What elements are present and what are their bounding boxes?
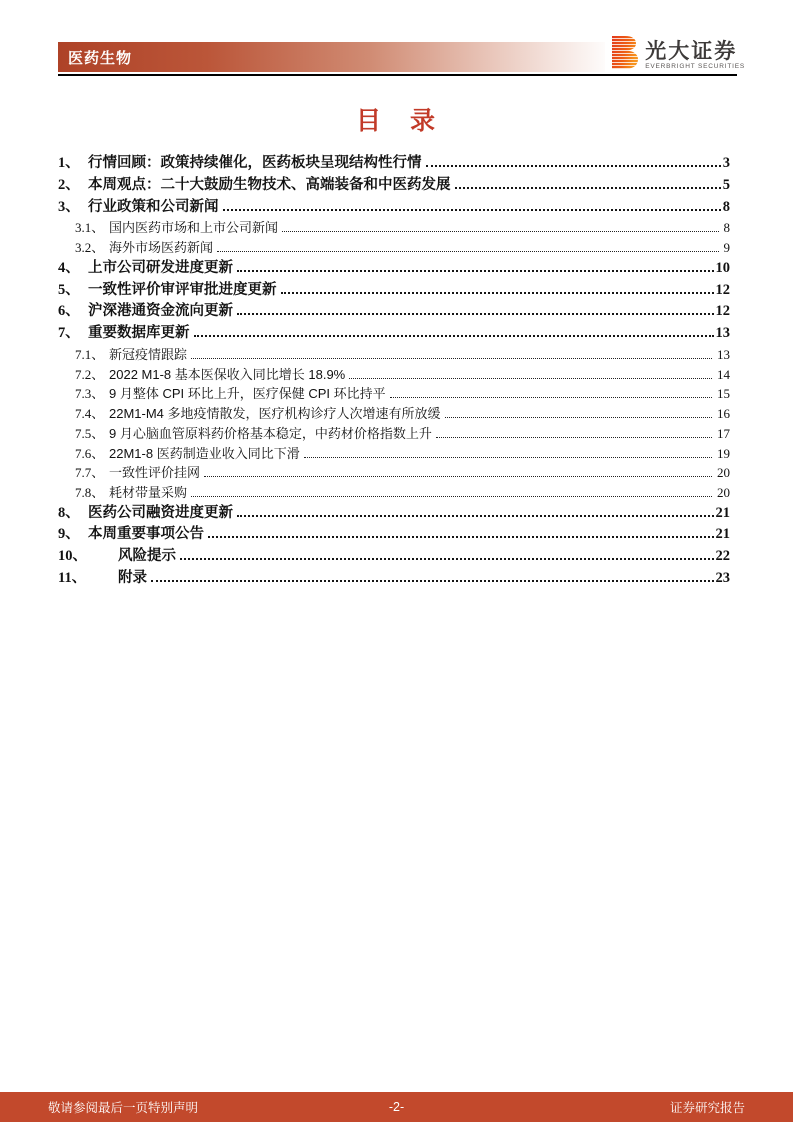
brand-name-cn: 光大证券	[645, 39, 738, 63]
toc-entry-page: 3	[722, 155, 730, 171]
toc-entry[interactable]	[58, 238, 730, 258]
dotted-leader	[204, 476, 712, 477]
toc-entry-title: 本周观点：二十大鼓励生物技术、高端装备和中医药发展	[88, 176, 451, 193]
dotted-leader	[426, 165, 721, 167]
toc-entry[interactable]	[58, 258, 730, 280]
toc-entry[interactable]	[58, 153, 730, 175]
toc-entry-page: 8	[722, 198, 730, 215]
toc-entry[interactable]	[58, 483, 730, 503]
dotted-leader	[194, 335, 714, 337]
toc-entry-title: 风险提示	[118, 548, 176, 565]
category-label: 医药生物	[68, 49, 133, 67]
toc-entry-number: 7.5、	[75, 425, 105, 441]
toc-entry-title: 一致性评价挂网	[109, 465, 201, 481]
toc-entry-title: 医药公司融资进度更新	[88, 504, 233, 521]
toc-entry-number: 7.6、	[75, 445, 105, 461]
toc-entry[interactable]	[58, 524, 730, 546]
dotted-leader	[445, 417, 712, 418]
toc-entry[interactable]	[58, 444, 730, 464]
toc-entry-number: 10、	[58, 548, 87, 565]
toc-entry-title: 行情回顾：政策持续催化，医药板块呈现结构性行情	[88, 155, 422, 171]
toc-entry[interactable]	[58, 463, 730, 483]
toc-entry-number: 1、	[58, 155, 80, 171]
toc-entry-page: 21	[715, 504, 730, 521]
toc-entry[interactable]	[58, 384, 730, 404]
brand-name	[645, 40, 745, 71]
toc-entry-page: 8	[723, 220, 730, 236]
toc-entry[interactable]	[58, 280, 730, 302]
toc-entry-title: 一致性评价审评审批进度更新	[88, 281, 277, 298]
toc-entry-number: 6、	[58, 303, 80, 320]
dotted-leader	[191, 358, 712, 359]
toc-entry-number: 5、	[58, 281, 80, 298]
toc-entry-number: 4、	[58, 259, 80, 276]
toc-entry-page: 22	[715, 548, 730, 565]
toc-entry[interactable]	[58, 404, 730, 424]
toc-entry-title: 重要数据库更新	[88, 325, 190, 342]
footer-bar	[0, 1092, 793, 1122]
toc-entry-page: 20	[717, 465, 730, 481]
toc-entry-page: 10	[715, 259, 730, 276]
dotted-leader	[237, 313, 714, 315]
toc-entry-page: 5	[722, 176, 730, 193]
footer-page-number: -2-	[388, 1100, 405, 1114]
dotted-leader	[237, 515, 714, 517]
everbright-logo-icon	[611, 36, 638, 74]
toc-entry-title: 国内医药市场和上市公司新闻	[109, 220, 279, 236]
toc-entry-page: 19	[717, 445, 730, 461]
dotted-leader	[349, 378, 712, 379]
dotted-leader	[217, 251, 718, 252]
dotted-leader	[390, 397, 712, 398]
toc-entry-page: 20	[717, 484, 730, 500]
toc-entry[interactable]	[58, 345, 730, 365]
toc-entry-page: 12	[715, 281, 730, 298]
toc-entry-title: 9 月整体 CPI 环比上升，医疗保健 CPI 环比持平	[109, 386, 386, 402]
toc-entry[interactable]	[58, 365, 730, 385]
toc-entry[interactable]	[58, 568, 730, 590]
toc-entry[interactable]	[58, 546, 730, 568]
toc-entry-title: 耗材带量采购	[109, 484, 188, 500]
toc-entry-page: 16	[717, 406, 730, 422]
toc-entry-title: 22M1-M4 多地疫情散发，医疗机构诊疗人次增速有所放缓	[109, 406, 441, 422]
toc-entry-number: 3.2、	[75, 240, 105, 256]
toc-entry-page: 12	[715, 303, 730, 320]
toc-entry-title: 海外市场医药新闻	[109, 240, 214, 256]
footer-report-type: 证券研究报告	[669, 1101, 745, 1115]
dotted-leader	[455, 187, 721, 189]
toc-entry-title: 2022 M1-8 基本医保收入同比增长 18.9%	[109, 366, 346, 382]
table-of-contents	[58, 153, 730, 590]
toc-entry-number: 7.2、	[75, 366, 105, 382]
footer-disclaimer: 敬请参阅最后一页特别声明	[48, 1101, 199, 1115]
dotted-leader	[282, 231, 718, 232]
dotted-leader	[180, 558, 714, 560]
dotted-leader	[436, 437, 712, 438]
toc-entry-number: 7.7、	[75, 465, 105, 481]
toc-entry[interactable]	[58, 175, 730, 197]
toc-entry[interactable]	[58, 323, 730, 345]
toc-entry-number: 11、	[58, 570, 87, 586]
toc-entry-title: 附录	[118, 570, 147, 586]
toc-entry-page: 14	[717, 366, 730, 382]
toc-entry-number: 3.1、	[75, 220, 105, 236]
toc-entry[interactable]	[58, 197, 730, 219]
brand-logo	[605, 36, 745, 74]
toc-entry-title: 22M1-8 医药制造业收入同比下滑	[109, 445, 300, 461]
toc-entry-page: 17	[717, 425, 730, 441]
dotted-leader	[281, 292, 714, 294]
toc-entry-page: 21	[715, 526, 730, 543]
toc-title: 目 录	[355, 107, 437, 135]
dotted-leader	[304, 457, 712, 458]
toc-entry[interactable]	[58, 503, 730, 525]
toc-entry-number: 7.8、	[75, 484, 105, 500]
toc-entry-title: 上市公司研发进度更新	[88, 259, 233, 276]
toc-entry[interactable]	[58, 424, 730, 444]
toc-entry-number: 7.1、	[75, 346, 105, 362]
toc-entry[interactable]	[58, 218, 730, 238]
toc-entry-number: 7.4、	[75, 406, 105, 422]
toc-entry-title: 9 月心脑血管原料药价格基本稳定，中药材价格指数上升	[109, 425, 432, 441]
dotted-leader	[208, 536, 714, 538]
toc-entry[interactable]	[58, 301, 730, 323]
toc-entry-number: 7、	[58, 325, 80, 342]
toc-entry-title: 本周重要事项公告	[88, 526, 204, 543]
toc-entry-page: 13	[715, 325, 730, 342]
toc-entry-number: 9、	[58, 526, 80, 543]
toc-entry-page: 13	[717, 346, 730, 362]
toc-entry-page: 9	[723, 240, 730, 256]
dotted-leader	[191, 496, 712, 497]
header-divider	[58, 74, 737, 76]
dotted-leader	[151, 580, 714, 582]
toc-entry-title: 行业政策和公司新闻	[88, 198, 219, 215]
toc-entry-number: 3、	[58, 198, 80, 215]
toc-entry-page: 15	[717, 386, 730, 402]
dotted-leader	[237, 270, 714, 272]
toc-entry-number: 8、	[58, 504, 80, 521]
brand-name-en: EVERBRIGHT SECURITIES	[645, 62, 745, 70]
toc-entry-title: 沪深港通资金流向更新	[88, 303, 233, 320]
toc-entry-number: 7.3、	[75, 386, 105, 402]
toc-entry-title: 新冠疫情跟踪	[109, 346, 188, 362]
toc-entry-number: 2、	[58, 176, 80, 193]
dotted-leader	[223, 209, 721, 211]
toc-entry-page: 23	[715, 570, 730, 586]
